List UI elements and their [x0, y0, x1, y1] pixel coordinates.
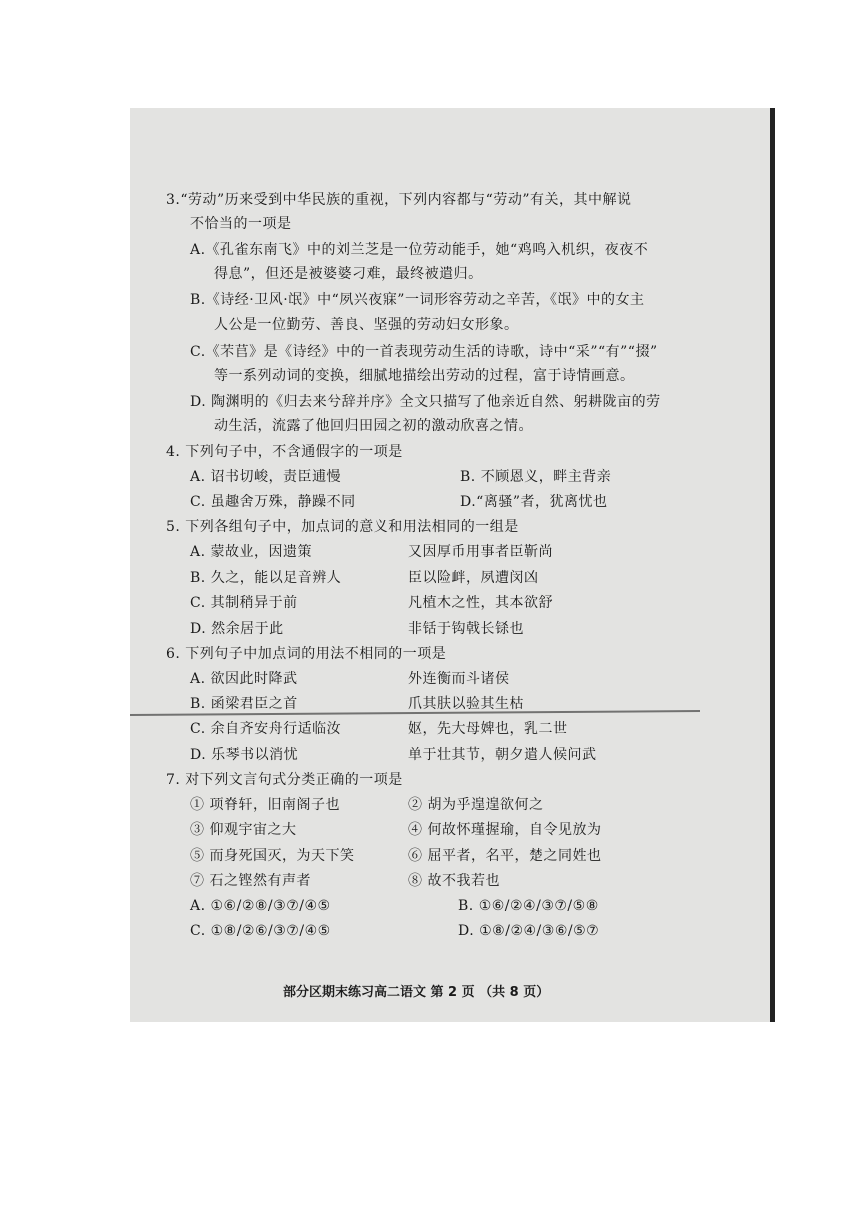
q6-option-d-left: D. 乐琴书以消忧 — [190, 747, 299, 763]
q6-option-a-right: 外连衡而斗诸侯 — [408, 671, 510, 687]
q7-sentence-7: ⑦ 石之铿然有声者 — [190, 873, 311, 889]
q5-option-a-left: A. 蒙故业，因遗策 — [190, 544, 313, 560]
q5-option-a-right: 又因厚币用事者臣靳尚 — [408, 544, 553, 560]
q3-stem-line1: 3.“劳动”历来受到中华民族的重视，下列内容都与“劳动”有关，其中解说 — [166, 192, 632, 208]
q6-option-b-left: B. 函梁君臣之首 — [190, 696, 298, 712]
q5-stem: 5. 下列各组句子中，加点词的意义和用法相同的一组是 — [166, 519, 519, 535]
page-footer: 部分区期末练习高二语文 第 2 页 （共 8 页） — [283, 985, 550, 1000]
q7-sentence-4: ④ 何故怀瑾握瑜，自令见放为 — [408, 822, 602, 838]
q3-option-d-line1: D. 陶渊明的《归去来兮辞并序》全文只描写了他亲近自然、躬耕陇亩的劳 — [190, 394, 661, 410]
q5-option-b-left: B. 久之，能以足音辨人 — [190, 570, 342, 586]
q7-sentence-3: ③ 仰观宇宙之大 — [190, 822, 297, 838]
q5-option-d-left: D. 然余居于此 — [190, 621, 284, 637]
q7-option-d: D. ①⑧/②④/③⑥/⑤⑦ — [458, 923, 600, 939]
q6-option-d-right: 单于壮其节，朝夕遣人候问武 — [408, 747, 597, 763]
q5-option-c-left: C. 其制稍异于前 — [190, 595, 298, 611]
q6-option-c-right: 妪，先大母婢也，乳二世 — [408, 721, 568, 737]
q4-option-d: D.“离骚”者，犹离忧也 — [460, 494, 608, 510]
q3-option-a-line2: 得息”，但还是被婆婆刁难，最终被遣归。 — [214, 266, 483, 282]
q7-option-c: C. ①⑧/②⑥/③⑦/④⑤ — [190, 923, 331, 939]
q7-sentence-6: ⑥ 屈平者，名平，楚之同姓也 — [408, 848, 602, 864]
q3-option-a-line1: A.《孔雀东南飞》中的刘兰芝是一位劳动能手，她“鸡鸣入机织，夜夜不 — [190, 242, 649, 258]
q7-sentence-8: ⑧ 故不我若也 — [408, 873, 500, 889]
q4-stem: 4. 下列句子中，不含通假字的一项是 — [166, 444, 403, 460]
q3-option-b-line1: B.《诗经·卫风·氓》中“夙兴夜寐”一词形容劳动之辛苦，《氓》中的女主 — [190, 292, 645, 308]
q3-option-c-line2: 等一系列动词的变换，细腻地描绘出劳动的过程，富于诗情画意。 — [214, 368, 635, 384]
q5-option-c-right: 凡植木之性，其本欲舒 — [408, 595, 553, 611]
q3-option-c-line1: C.《芣苢》是《诗经》中的一首表现劳动生活的诗歌，诗中“采”“有”“掇” — [190, 344, 658, 360]
q7-option-b: B. ①⑥/②④/③⑦/⑤⑧ — [458, 898, 599, 914]
q5-option-d-right: 非铦于钩戟长铩也 — [408, 621, 524, 637]
q7-sentence-5: ⑤ 而身死国灭，为天下笑 — [190, 848, 355, 864]
q5-option-b-right: 臣以险衅，夙遭闵凶 — [408, 570, 539, 586]
q6-stem: 6. 下列句子中加点词的用法不相同的一项是 — [166, 646, 447, 662]
q3-option-b-line2: 人公是一位勤劳、善良、坚强的劳动妇女形象。 — [214, 317, 519, 333]
q3-option-d-line2: 动生活，流露了他回归田园之初的激动欣喜之情。 — [214, 418, 533, 434]
q4-option-a: A. 诏书切峻，责臣逋慢 — [190, 469, 342, 485]
q7-sentence-2: ② 胡为乎遑遑欲何之 — [408, 797, 544, 813]
q7-sentence-1: ① 项脊轩，旧南阁子也 — [190, 797, 340, 813]
q6-option-c-left: C. 余自齐安舟行适临汝 — [190, 721, 342, 737]
q4-option-b: B. 不顾恩义，畔主背亲 — [460, 469, 612, 485]
q7-stem: 7. 对下列文言句式分类正确的一项是 — [166, 772, 403, 788]
q4-option-c: C. 虽趣舍万殊，静躁不同 — [190, 494, 356, 510]
q6-option-b-right: 爪其肤以验其生枯 — [408, 696, 524, 712]
q7-option-a: A. ①⑥/②⑧/③⑦/④⑤ — [190, 898, 331, 914]
q6-option-a-left: A. 欲因此时降武 — [190, 671, 298, 687]
q3-stem-line2: 不恰当的一项是 — [190, 216, 292, 232]
